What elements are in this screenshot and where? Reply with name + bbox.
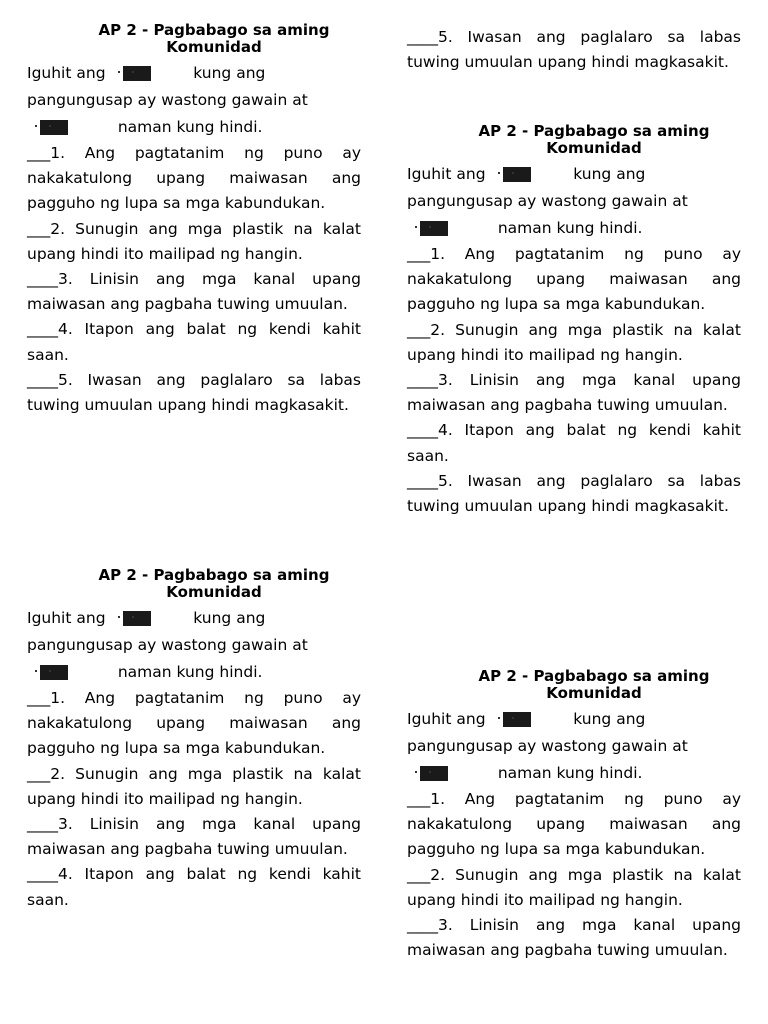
instruction-line: pangungusap ay wastong gawain at xyxy=(407,737,688,755)
smiley-face-icon xyxy=(503,167,531,182)
worksheet-block xyxy=(407,668,741,963)
list-item: ___2. Sunugin ang mga plastik na kalat upang hindi ito mailipad ng hangin. xyxy=(407,320,741,364)
list-item: ___2. Sunugin ang mga plastik na kalat upang hindi ito mailipad ng hangin. xyxy=(27,219,361,263)
smiley-face-icon xyxy=(123,611,151,626)
sad-face-icon xyxy=(40,665,68,680)
item-list xyxy=(407,787,741,963)
instruction-line: Iguhit ang kung ang xyxy=(27,609,266,627)
list-item: ____5. Iwasan ang paglalaro sa labas tuwing umuulan upang hindi magkasakit. xyxy=(407,471,741,516)
worksheet-block xyxy=(27,22,361,418)
list-item: ____3. Linisin ang mga kanal upang maiwasan ang pagbaha tuwing umuulan. xyxy=(27,815,361,859)
item-list xyxy=(27,686,361,913)
worksheet-title: AP 2 - Pagbabago sa aming Komunidad xyxy=(478,122,710,157)
worksheet-continuation xyxy=(407,25,741,75)
list-item: ____4. Itapon ang balat ng kendi kahit saan. xyxy=(27,320,361,364)
instruction-line: Iguhit ang kung ang xyxy=(407,710,646,728)
list-item: ____3. Linisin ang mga kanal upang maiwasan ang pagbaha tuwing umuulan. xyxy=(27,270,361,314)
instruction-line: pangungusap ay wastong gawain at xyxy=(27,91,308,109)
item-list xyxy=(407,242,741,519)
list-item: ____4. Itapon ang balat ng kendi kahit saan. xyxy=(27,865,361,909)
list-item: ____5. Iwasan ang paglalaro sa labas tuwing umuulan upang hindi magkasakit. xyxy=(407,28,741,72)
list-item: ___2. Sunugin ang mga plastik na kalat upang hindi ito mailipad ng hangin. xyxy=(27,764,361,808)
instruction-line: Iguhit ang kung ang xyxy=(27,64,266,82)
instruction-line: naman kung hindi. xyxy=(27,114,361,141)
smiley-face-icon xyxy=(503,712,531,727)
smiley-face-icon xyxy=(123,66,151,81)
list-item: ____3. Linisin ang mga kanal upang maiwasan ang pagbaha tuwing umuulan. xyxy=(407,371,741,415)
instruction-line: naman kung hindi. xyxy=(407,760,741,787)
worksheet-title: AP 2 - Pagbabago sa aming Komunidad xyxy=(478,667,710,702)
list-item: ___1. Ang pagtatanim ng puno ay nakakatulong upang maiwasan ang pagguho ng lupa sa mga kabundukan. xyxy=(27,144,361,213)
list-item: ___1. Ang pagtatanim ng puno ay nakakatulong upang maiwasan ang pagguho ng lupa sa mga kabundukan. xyxy=(407,790,741,859)
sad-face-icon xyxy=(40,120,68,135)
instruction-line: Iguhit ang kung ang xyxy=(407,165,646,183)
instruction-line: pangungusap ay wastong gawain at xyxy=(407,192,688,210)
item-list xyxy=(407,25,741,75)
worksheet-block xyxy=(407,123,741,519)
list-item: ___1. Ang pagtatanim ng puno ay nakakatulong upang maiwasan ang pagguho ng lupa sa mga kabundukan. xyxy=(27,689,361,758)
list-item: ___1. Ang pagtatanim ng puno ay nakakatulong upang maiwasan ang pagguho ng lupa sa mga kabundukan. xyxy=(407,245,741,314)
list-item: ____4. Itapon ang balat ng kendi kahit saan. xyxy=(407,421,741,465)
sad-face-icon xyxy=(420,766,448,781)
list-item: ____3. Linisin ang mga kanal upang maiwasan ang pagbaha tuwing umuulan. xyxy=(407,916,741,960)
worksheet-title: AP 2 - Pagbabago sa aming Komunidad xyxy=(98,21,330,56)
worksheet-title: AP 2 - Pagbabago sa aming Komunidad xyxy=(98,566,330,601)
sad-face-icon xyxy=(420,221,448,236)
instruction-line: pangungusap ay wastong gawain at xyxy=(27,636,308,654)
instruction-line: naman kung hindi. xyxy=(27,659,361,686)
list-item: ____5. Iwasan ang paglalaro sa labas tuwing umuulan upang hindi magkasakit. xyxy=(27,370,361,415)
instruction-line: naman kung hindi. xyxy=(407,215,741,242)
item-list xyxy=(27,141,361,418)
worksheet-block xyxy=(27,567,361,913)
list-item: ___2. Sunugin ang mga plastik na kalat upang hindi ito mailipad ng hangin. xyxy=(407,865,741,909)
